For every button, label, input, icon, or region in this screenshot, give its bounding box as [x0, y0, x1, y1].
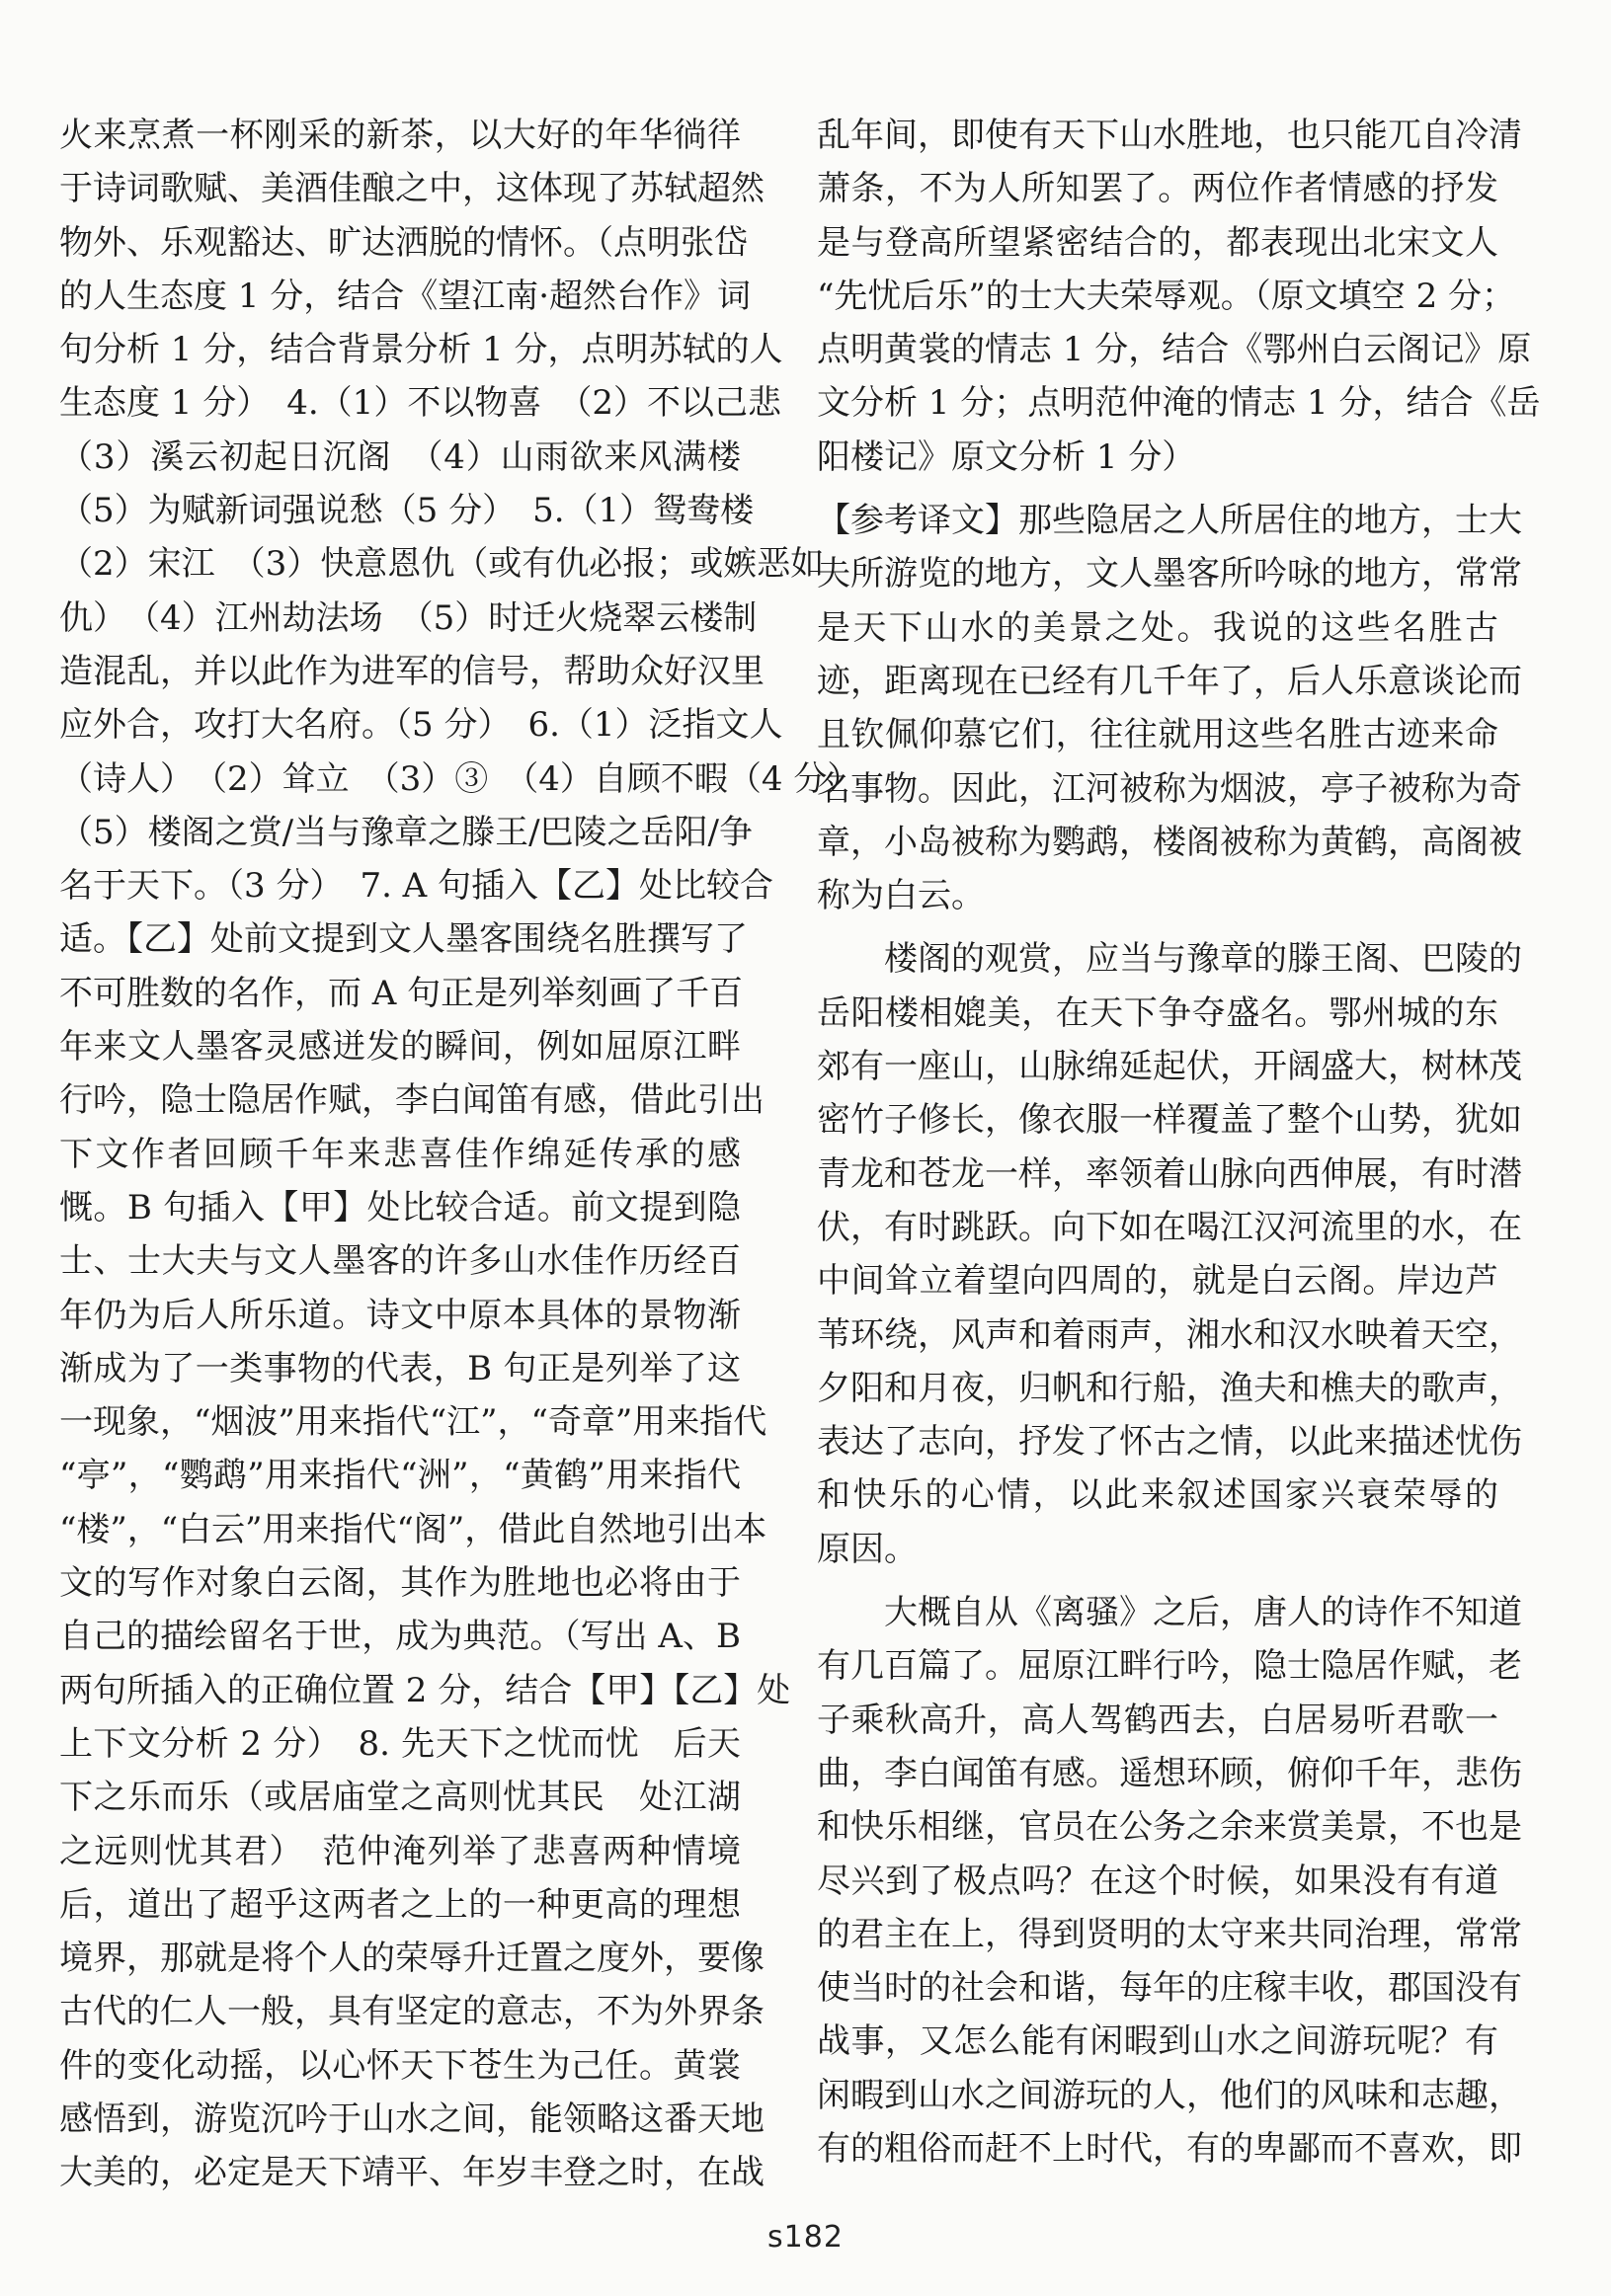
text-line: 士、士大夫与文人墨客的许多山水佳作历经百 [59, 1241, 741, 1282]
text-line: 生态度 1 分） 4.（1）不以物喜 （2）不以己悲 [59, 383, 781, 424]
text-line: 岳阳楼相媲美，在天下争夺盛名。鄂州城的东 [817, 992, 1498, 1033]
translation-paragraph-2 [817, 932, 1522, 1576]
text-line: 中间耸立着望向四周的，就是白云阁。岸边芦 [817, 1261, 1498, 1302]
text-line: 战事，又怎么能有闲暇到山水之间游玩呢？有 [817, 2021, 1498, 2062]
text-line: 后，道出了超乎这两者之上的一种更高的理想 [59, 1884, 741, 1925]
text-line: 下文作者回顾千年来悲喜佳作绵延传承的感 [59, 1134, 741, 1174]
text-line: 的君主在上，得到贤明的太守来共同治理，常常 [817, 1914, 1522, 1954]
translation-paragraph-3 [817, 1586, 1522, 2176]
page-number: s182 [767, 2220, 844, 2255]
text-line: 表达了志向，抒发了怀古之情，以此来描述忧伤 [817, 1422, 1522, 1463]
text-line: 境界，那就是将个人的荣辱升迁置之度外，要像 [59, 1939, 765, 1979]
text-line: 称为白云。 [817, 876, 985, 916]
text-line: 应外合，攻打大名府。（5 分） 6.（1）泛指文人 [59, 705, 783, 746]
text-line: “先忧后乐”的士大夫荣辱观。（原文填空 2 分； [817, 276, 1516, 316]
text-line: 萧条，不为人所知罢了。两位作者情感的抒发 [817, 169, 1498, 209]
text-line: （3）溪云初起日沉阁 （4）山雨欲来风满楼 [59, 436, 741, 477]
text-line: 夕阳和月夜，归帆和行船，渔夫和樵夫的歌声， [817, 1368, 1522, 1408]
answer-continuation [817, 109, 1541, 484]
text-line: 且钦佩仰慕它们，往往就用这些名胜古迹来命 [817, 715, 1498, 755]
text-line: 名事物。因此，江河被称为烟波，亭子被称为奇 [817, 768, 1522, 809]
text-line: 行吟，隐士隐居作赋，李白闻笛有感，借此引出 [59, 1080, 765, 1121]
text-line: “楼”，“白云”用来指代“阁”，借此自然地引出本 [59, 1509, 767, 1549]
text-line: “亭”，“鹦鹉”用来指代“洲”，“黄鹤”用来指代 [59, 1456, 741, 1496]
text-line: 章，小岛被称为鹦鹉，楼阁被称为黄鹤，高阁被 [817, 822, 1522, 862]
text-line: （诗人） （2）耸立 （3）③ （4）自顾不暇（4 分） [59, 758, 861, 799]
text-line: 尽兴到了极点吗？在这个时候，如果没有有道 [817, 1861, 1498, 1901]
paragraph-gap [817, 484, 1498, 494]
text-line: 青龙和苍龙一样，率领着山脉向西伸展，有时潜 [817, 1153, 1522, 1194]
text-line: 夫所游览的地方，文人墨客所吟咏的地方，常常 [817, 554, 1522, 594]
text-line: 下之乐而乐（或居庙堂之高则忧其民 处江湖 [59, 1778, 741, 1818]
text-line: 苇环绕，风声和着雨声，湘水和汉水映着天空， [817, 1314, 1522, 1355]
text-line: （5）为赋新词强说愁（5 分） 5.（1）鸳鸯楼 [59, 491, 755, 531]
text-line: 和快乐的心情，以此来叙述国家兴衰荣辱的 [817, 1475, 1498, 1516]
text-line: 适。【乙】处前文提到文人墨客围绕名胜撰写了 [59, 919, 748, 960]
text-line: 楼阁的观赏，应当与豫章的滕王阁、巴陵的 [884, 939, 1522, 980]
text-line: 是天下山水的美景之处。我说的这些名胜古 [817, 607, 1498, 648]
text-line: 大概自从《离骚》之后，唐人的诗作不知道 [884, 1593, 1522, 1633]
text-line: 慨。B 句插入【甲】处比较合适。前文提到隐 [59, 1187, 741, 1227]
text-line: 文的写作对象白云阁，其作为胜地也必将由于 [59, 1563, 741, 1604]
paragraph-gap [817, 922, 1498, 932]
text-line: （5）楼阁之赏/当与豫章之滕王/巴陵之岳阳/争 [59, 812, 753, 852]
text-line: 点明黄裳的情志 1 分，结合《鄂州白云阁记》原 [817, 330, 1532, 370]
text-line: 是与登高所望紧密结合的，都表现出北宋文人 [817, 222, 1498, 263]
text-line: 不可胜数的名作，而 A 句正是列举刻画了千百 [59, 973, 744, 1013]
text-line: 和快乐相继，官员在公务之余来赏美景，不也是 [817, 1807, 1522, 1848]
text-line: 古代的仁人一般，具有坚定的意志，不为外界条 [59, 1992, 765, 2032]
text-line: 件的变化动摇，以心怀天下苍生为己任。黄裳 [59, 2045, 741, 2086]
text-line: 密竹子修长，像衣服一样覆盖了整个山势，犹如 [817, 1100, 1522, 1141]
text-line: 文分析 1 分；点明范仲淹的情志 1 分，结合《岳 [817, 383, 1541, 424]
text-line: 闲暇到山水之间游玩的人，他们的风味和志趣， [817, 2075, 1522, 2115]
text-line: 有几百篇了。屈原江畔行吟，隐士隐居作赋，老 [817, 1646, 1522, 1687]
text-line: 两句所插入的正确位置 2 分，结合【甲】【乙】处 [59, 1670, 791, 1710]
text-line: 物外、乐观豁达、旷达洒脱的情怀。（点明张岱 [59, 222, 748, 263]
text-line: 【参考译文】那些隐居之人所居住的地方，士大 [817, 501, 1522, 541]
text-line: 仇） （4）江州劫法场 （5）时迁火烧翠云楼制 [59, 597, 758, 638]
text-line: 的人生态度 1 分，结合《望江南·超然台作》词 [59, 276, 752, 316]
text-line: 有的粗俗而赶不上时代，有的卑鄙而不喜欢，即 [817, 2128, 1522, 2169]
text-line: 年仍为后人所乐道。诗文中原本具体的景物渐 [59, 1295, 741, 1335]
text-line: 句分析 1 分，结合背景分析 1 分，点明苏轼的人 [59, 330, 783, 370]
text-line: 子乘秋高升，高人驾鹤西去，白居易听君歌一 [817, 1700, 1498, 1740]
text-line: 渐成为了一类事物的代表，B 句正是列举了这 [59, 1348, 741, 1388]
text-line: 郊有一座山，山脉绵延起伏，开阔盛大，树林茂 [817, 1047, 1522, 1087]
text-line: 之远则忧其君） 范仲淹列举了悲喜两种情境 [59, 1831, 741, 1871]
text-line: 于诗词歌赋、美酒佳酿之中，这体现了苏轼超然 [59, 169, 765, 209]
text-line: 一现象，“烟波”用来指代“江”，“奇章”用来指代 [59, 1402, 767, 1443]
text-line: 上下文分析 2 分） 8. 先天下之忧而忧 后天 [59, 1723, 741, 1764]
text-line: 乱年间，即使有天下山水胜地，也只能兀自冷清 [817, 116, 1522, 155]
right-column [817, 109, 1541, 2176]
text-line: 伏，有时跳跃。向下如在喝江汉河流里的水，在 [817, 1207, 1522, 1247]
text-line: 名于天下。（3 分） 7. A 句插入【乙】处比较合 [59, 866, 774, 907]
text-line: （2）宋江 （3）快意恩仇（或有仇必报；或嫉恶如 [59, 544, 825, 585]
left-column [59, 109, 861, 2200]
text-line: 原因。 [817, 1529, 918, 1569]
paragraph-gap [817, 1576, 1498, 1586]
text-line: 阳楼记》原文分析 1 分） [817, 436, 1196, 477]
text-line: 年来文人墨客灵感迸发的瞬间，例如屈原江畔 [59, 1027, 741, 1068]
text-line: 感悟到，游览沉吟于山水之间，能领略这番天地 [59, 2098, 765, 2139]
translation-paragraph-1 [817, 494, 1522, 922]
text-line: 火来烹煮一杯刚采的新茶，以大好的年华徜徉 [59, 116, 741, 155]
text-line: 曲，李白闻笛有感。遥想环顾，俯仰千年，悲伤 [817, 1753, 1522, 1793]
text-line: 自己的描绘留名于世，成为典范。（写出 A、B [59, 1617, 741, 1657]
text-line: 大美的，必定是天下靖平、年岁丰登之时，在战 [59, 2153, 765, 2193]
text-line: 迹，距离现在已经有几千年了，后人乐意谈论而 [817, 661, 1522, 701]
text-line: 造混乱，并以此作为进军的信号，帮助众好汉里 [59, 651, 765, 691]
text-line: 使当时的社会和谐，每年的庄稼丰收，郡国没有 [817, 1968, 1522, 2009]
